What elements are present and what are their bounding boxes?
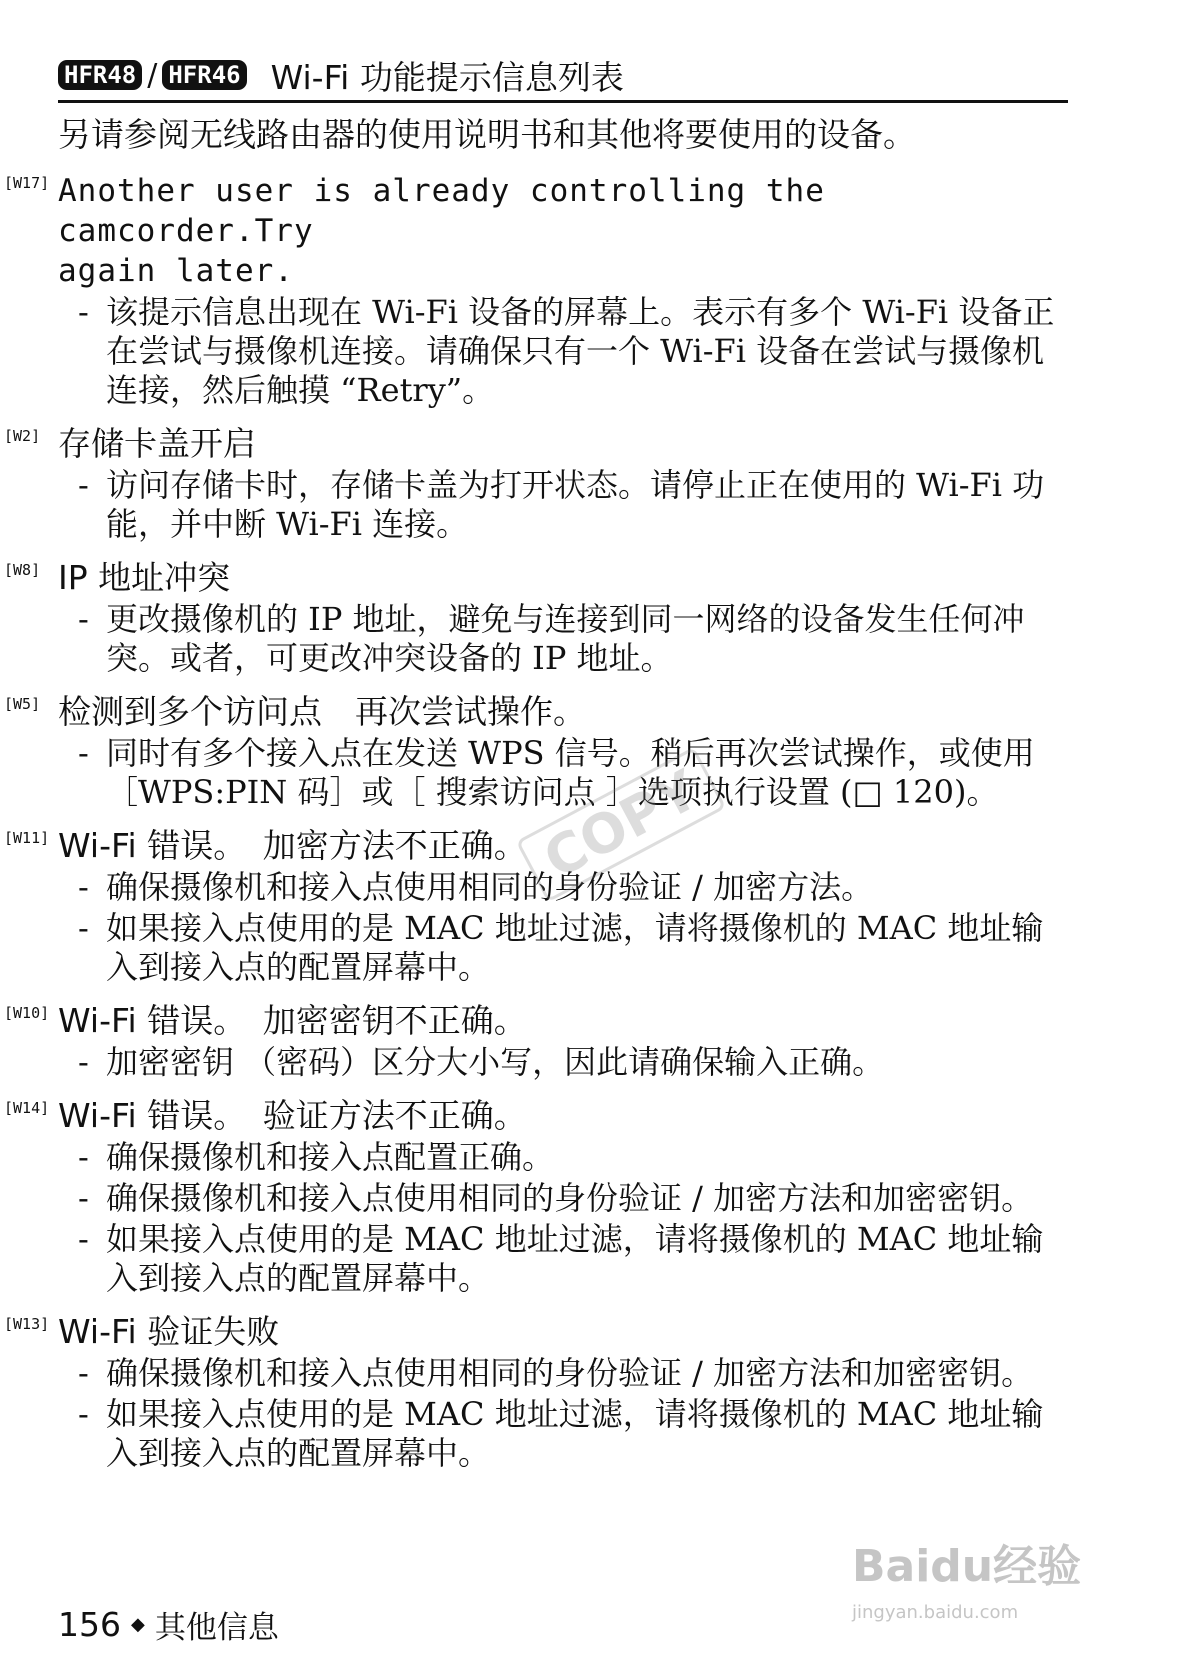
message-bullet: - 确保摄像机和接入点使用相同的身份验证 / 加密方法和加密密钥。 <box>78 1179 1034 1217</box>
message-title: 存储卡盖开启 <box>58 424 256 463</box>
message-title-line: Another user is already controlling the camcorder.Try <box>58 173 825 249</box>
message-bullet: - 确保摄像机和接入点使用相同的身份验证 / 加密方法。 <box>78 868 874 906</box>
message-bullet: - 确保摄像机和接入点使用相同的身份验证 / 加密方法和加密密钥。 <box>78 1354 1034 1392</box>
message-code: [W13] <box>4 1315 50 1333</box>
baidu-watermark <box>852 1530 1152 1650</box>
message-bullet: - 确保摄像机和接入点配置正确。 <box>78 1138 555 1176</box>
bullet-text: 如果接入点使用的是 MAC 地址过滤，请将摄像机的 MAC 地址输入到接入点的配置屏幕中。 <box>106 1395 1044 1472</box>
page-footer <box>58 1602 279 1647</box>
message-bullet: - 更改摄像机的 IP 地址，避免与连接到同一网络的设备发生任何冲突。或者，可更改冲突设备的 IP 地址。 <box>78 600 1025 677</box>
message-code: [W10] <box>4 1004 50 1022</box>
message-entry <box>4 171 1068 410</box>
section-header <box>58 52 1068 103</box>
header-slash: / <box>147 57 158 93</box>
message-bullet: - 同时有多个接入点在发送 WPS 信号。稍后再次尝试操作，或使用［WPS:PIN 码］或［ 搜索访问点 ］选项执行设置 (□ 120)。 <box>78 734 1035 811</box>
message-code: [W5] <box>4 695 41 713</box>
message-bullet: - 如果接入点使用的是 MAC 地址过滤，请将摄像机的 MAC 地址输入到接入点的配置屏幕中。 <box>78 909 1044 986</box>
message-title: Wi-Fi 错误。 加密密钥不正确。 <box>58 1001 527 1040</box>
bullet-text: 确保摄像机和接入点使用相同的身份验证 / 加密方法。 <box>106 868 874 906</box>
bullet-text: 确保摄像机和接入点使用相同的身份验证 / 加密方法和加密密钥。 <box>106 1354 1034 1392</box>
bullet-text: 访问存储卡时，存储卡盖为打开状态。请停止正在使用的 Wi-Fi 功能，并中断 Wi-Fi 连接。 <box>106 466 1045 543</box>
message-bullet: - 该提示信息出现在 Wi-Fi 设备的屏幕上。表示有多个 Wi-Fi 设备正在尝试与摄像机连接。请确保只有一个 Wi-Fi 设备在尝试与摄像机连接，然后触摸 “Retry”。 <box>78 293 1055 409</box>
message-code: [W14] <box>4 1099 50 1117</box>
message-bullet: - 访问存储卡时，存储卡盖为打开状态。请停止正在使用的 Wi-Fi 功能，并中断 Wi-Fi 连接。 <box>78 466 1045 543</box>
page-title: Wi-Fi 功能提示信息列表 <box>270 57 624 97</box>
message-bullet: - 如果接入点使用的是 MAC 地址过滤，请将摄像机的 MAC 地址输入到接入点的配置屏幕中。 <box>78 1220 1044 1297</box>
bullet-text: 确保摄像机和接入点配置正确。 <box>106 1138 555 1176</box>
bullet-text: 加密密钥 （密码）区分大小写，因此请确保输入正确。 <box>106 1043 885 1081</box>
message-entry <box>4 558 1068 678</box>
bullet-text: 更改摄像机的 IP 地址，避免与连接到同一网络的设备发生任何冲突。或者，可更改冲突设备的 IP 地址。 <box>106 600 1025 677</box>
message-entry <box>4 424 1068 544</box>
message-title: Wi-Fi 错误。 验证方法不正确。 <box>58 1096 527 1135</box>
bullet-text: 如果接入点使用的是 MAC 地址过滤，请将摄像机的 MAC 地址输入到接入点的配置屏幕中。 <box>106 909 1044 986</box>
message-code: [W2] <box>4 427 41 445</box>
message-title: Wi-Fi 错误。 加密方法不正确。 <box>58 826 527 865</box>
bullet-text: 该提示信息出现在 Wi-Fi 设备的屏幕上。表示有多个 Wi-Fi 设备正在尝试与摄像机连接。请确保只有一个 Wi-Fi 设备在尝试与摄像机连接，然后触摸 “Retry”。 <box>106 293 1055 409</box>
message-bullet: - 加密密钥 （密码）区分大小写，因此请确保输入正确。 <box>78 1043 885 1081</box>
message-title: IP 地址冲突 <box>58 558 231 597</box>
bullet-text: 同时有多个接入点在发送 WPS 信号。稍后再次尝试操作，或使用［WPS:PIN 码］或［ 搜索访问点 ］选项执行设置 (□ 120)。 <box>106 734 1035 811</box>
baidu-url: jingyan.baidu.com <box>852 1602 1019 1623</box>
model-badge-hfr48: HFR48 <box>58 60 142 90</box>
message-title-line: again later. <box>58 253 294 289</box>
manual-page <box>4 52 1068 1473</box>
message-code: [W17] <box>4 174 50 192</box>
page-number: 156 <box>58 1605 121 1644</box>
baidu-logo-icon: Baidu经验 <box>852 1541 1082 1592</box>
message-title: Wi-Fi 验证失败 <box>58 1312 280 1351</box>
message-entry <box>4 1001 1068 1082</box>
message-title: 检测到多个访问点 再次尝试操作。 <box>58 692 586 731</box>
intro-text: 另请参阅无线路由器的使用说明书和其他将要使用的设备。 <box>58 115 916 154</box>
copy-watermark: COPY <box>516 747 727 903</box>
message-entry <box>4 692 1068 812</box>
message-entry <box>4 1312 1068 1473</box>
bullet-text: 如果接入点使用的是 MAC 地址过滤，请将摄像机的 MAC 地址输入到接入点的配置屏幕中。 <box>106 1220 1044 1297</box>
bullet-text: 确保摄像机和接入点使用相同的身份验证 / 加密方法和加密密钥。 <box>106 1179 1034 1217</box>
message-code: [W11] <box>4 829 50 847</box>
diamond-icon: ◆ <box>131 1614 145 1635</box>
message-bullet: - 如果接入点使用的是 MAC 地址过滤，请将摄像机的 MAC 地址输入到接入点的配置屏幕中。 <box>78 1395 1044 1472</box>
message-code: [W8] <box>4 561 41 579</box>
footer-section: 其他信息 <box>154 1610 279 1646</box>
message-entry <box>4 1096 1068 1298</box>
model-badge-hfr46: HFR46 <box>162 60 246 90</box>
